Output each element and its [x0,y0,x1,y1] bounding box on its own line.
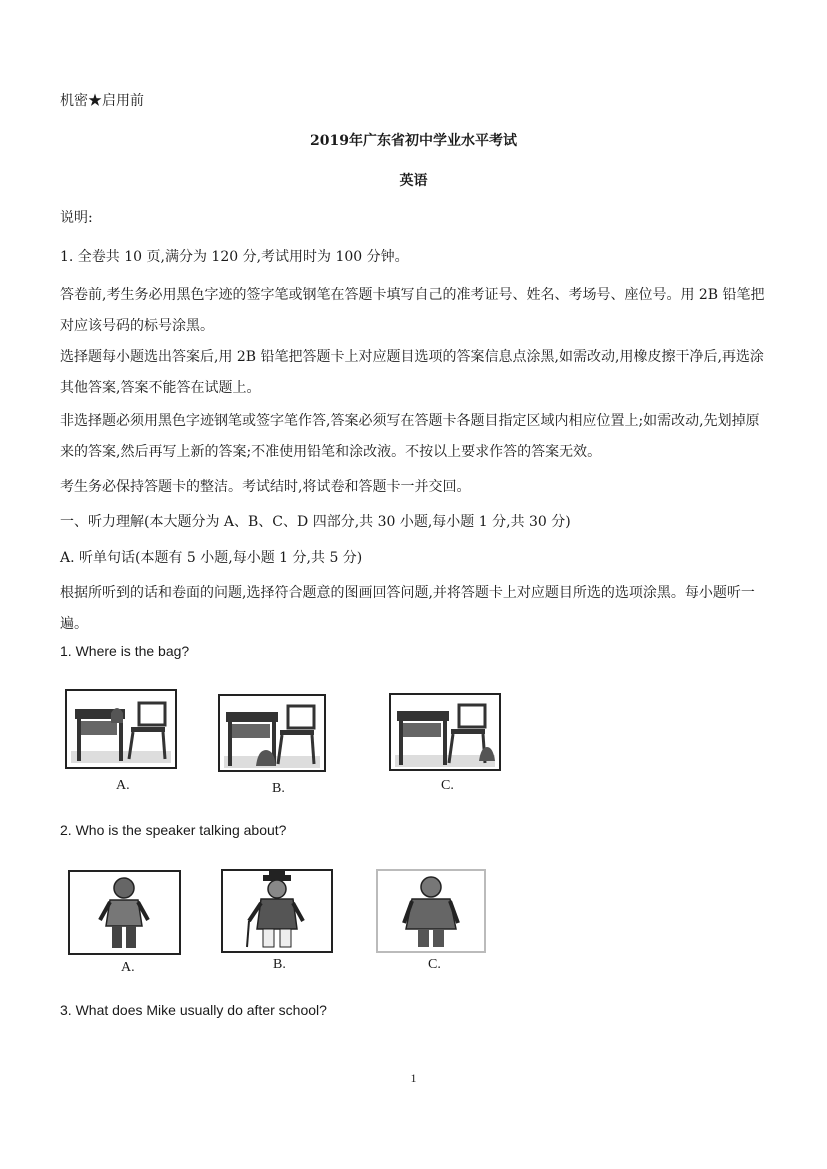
exam-title: 2019年广东省初中学业水平考试 [310,133,517,149]
instruction-para-2: 选择题每小题选出答案后,用 2B 铅笔把答题卡上对应题目选项的答案信息点涂黑,如需改动,用橡皮擦干净后,再选涂其他答案,答案不能答在试题上。 [60,349,764,396]
q1-option-b-label: B. [272,781,285,796]
section-part-a-description: 根据所听到的话和卷面的问题,选择符合题意的图画回答问题,并将答题卡上对应题目所选的选项涂黑。每小题听一遍。 [60,585,755,632]
instruction-item-1: 1. 全卷共 10 页,满分为 120 分,考试用时为 100 分钟。 [60,249,409,265]
instructions-heading: 说明: [60,210,93,226]
section-listening-heading: 一、听力理解(本大题分为 A、B、C、D 四部分,共 30 小题,每小题 1 分,共 30 分) [60,514,571,530]
confidential-label: 机密★启用前 [60,93,144,109]
question-1-text: 1. Where is the bag? [60,643,190,659]
instruction-para-4: 考生务必保持答题卡的整洁。考试结时,将试卷和答题卡一并交回。 [60,479,471,495]
instruction-para-3: 非选择题必须用黑色字迹钢笔或签字笔作答,答案必须写在答题卡各题目指定区域内相应位置上;如需改动,先划掉原来的答案,然后再写上新的答案;不准使用铅笔和涂改液。不按以上要求作答的答案无效。 [60,413,760,460]
q2-option-b-image [221,869,333,953]
subject-title: 英语 [399,173,428,189]
q2-option-a-label: A. [121,960,135,975]
q2-option-c-image [376,869,486,953]
instruction-para-1: 答卷前,考生务必用黑色字迹的签字笔或钢笔在答题卡填写自己的准考证号、姓名、考场号、座位号。用 2B 铅笔把对应该号码的标号涂黑。 [60,287,765,334]
q2-option-c-label: C. [428,957,441,972]
question-3-text: 3. What does Mike usually do after school? [60,1002,327,1018]
q1-option-a-image [65,689,177,769]
q1-option-a-label: A. [116,778,130,793]
q1-option-c-label: C. [441,778,454,793]
q1-option-c-image [389,693,501,771]
q1-option-b-image [218,694,326,772]
q2-option-b-label: B. [273,957,286,972]
q2-option-a-image [68,870,181,955]
question-2-text: 2. Who is the speaker talking about? [60,822,287,838]
section-part-a-heading: A. 听单句话(本题有 5 小题,每小题 1 分,共 5 分) [60,550,363,566]
page-number: 1 [410,1071,417,1085]
